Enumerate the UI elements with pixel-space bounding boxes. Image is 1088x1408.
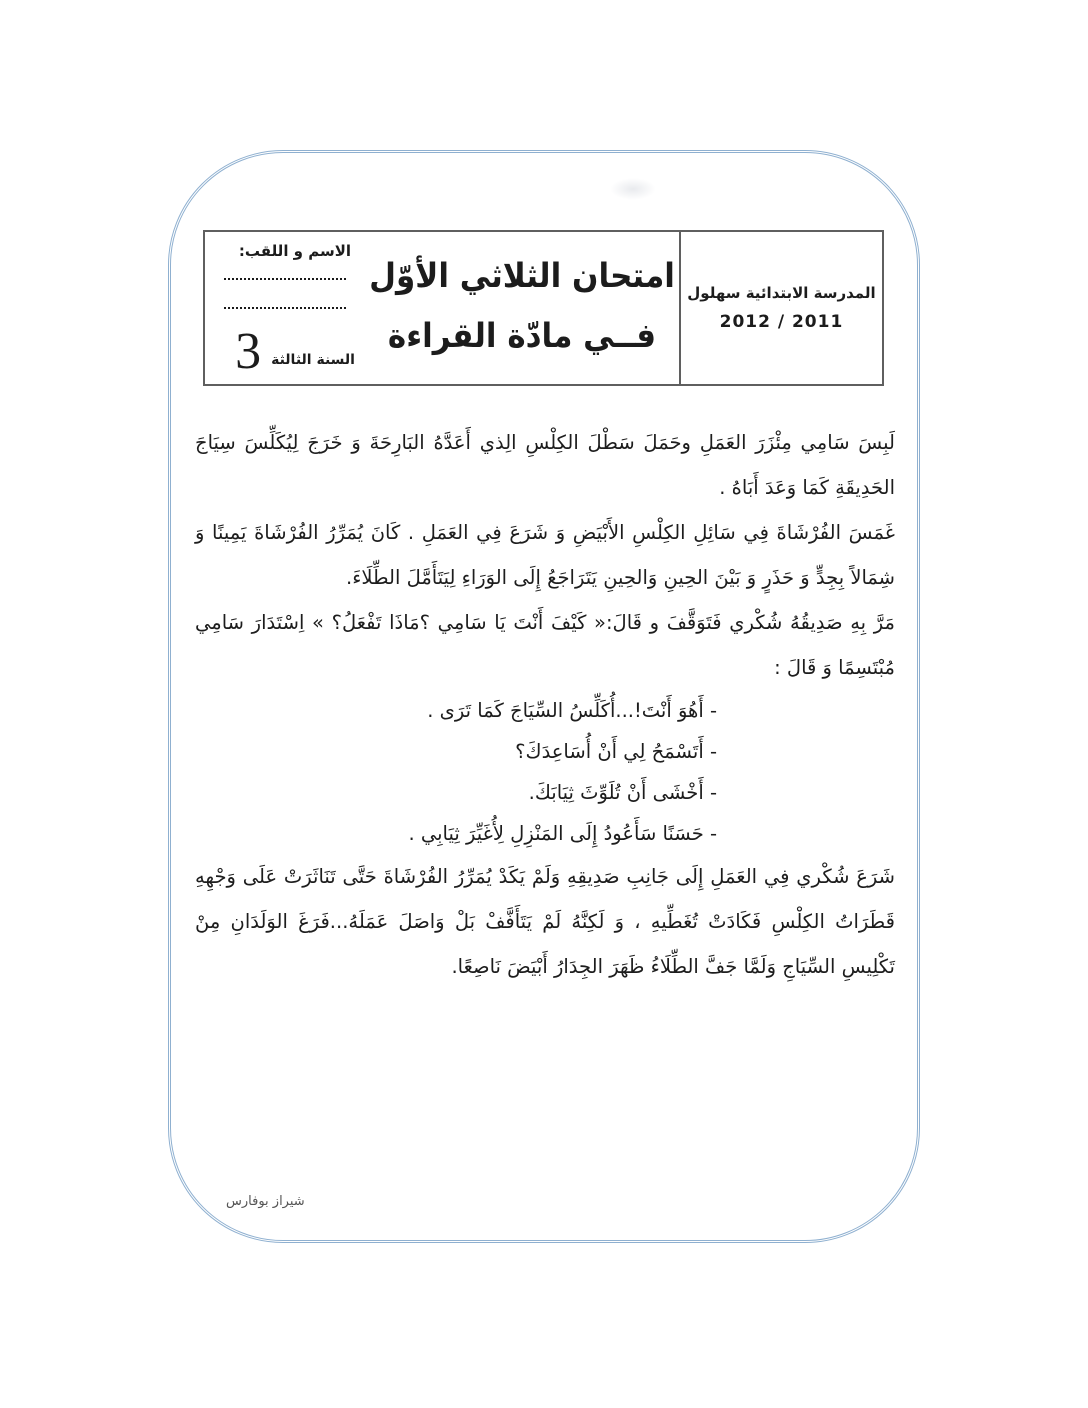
grade-row (229, 322, 361, 380)
student-info-cell (205, 232, 365, 384)
school-years: 2012 / 2011 (719, 312, 844, 332)
exam-title-line2: فــي مادّة القراءة (387, 316, 657, 356)
passage-paragraph-1: لَبِسَ سَامِي مِئْزَرَ العَمَلِ وحَمَلَ سَطْلَ الكِلْسِ الِذي أَعَدَّهُ البَارِحَةَ وَ خَرَجَ لِيُكَلِّسَ سِيَاجَ الحَدِيقَةِ كَمَا وَعَدَ أَبَاهُ . (195, 431, 895, 499)
student-name-line-2 (224, 307, 347, 309)
passage-paragraph-3: مَرَّ بِهِ صَدِيقُهُ شُكْري فَتَوَقَّفَ و قَالَ:« كَيْفَ أَنْتَ يَا سَامِي ؟مَاذَا تَفْعَلُ؟ » اِسْتَدَارَ سَامِي مُبْتَسِمًا وَ قَالَ : (195, 611, 895, 679)
grade-label: السنة الثالثة (271, 352, 355, 368)
dialogue-line-3: - أَخْشَى أَنْ تُلَوِّثَ ثِيَابَكَ. (528, 781, 717, 804)
author-credit: شيراز بوفارس (226, 1194, 305, 1209)
passage-paragraph-2: غَمَسَ الفُرْشَاةَ فِي سَائِلِ الكِلْسِ الأَبْيَضِ وَ شَرَعَ فِي العَمَلِ . كَانَ يُمَرِّرُ الفُرْشَاةَ يَمِينًا وَ شِمَالاً بِجِدٍّ وَ حَذَرٍ وَ بَيْنَ الحِينِ وَالحِينِ يَتَرَاجَعُ إِلَى الوَرَاءِ لِيَتَأَمَّلَ الطِّلَاءَ. (195, 521, 895, 589)
exam-title-line1: امتحان الثلاثي الأوّل (369, 256, 675, 296)
passage-paragraph-4: شَرَعَ شُكْري فِي العَمَلِ إِلَى جَانِبِ صَدِيقِهِ وَلَمْ يَكَدْ يُمَرِّرُ الفُرْشَاةَ حَتَّى تَنَاثَرَتْ عَلَى وَجْهِهِ قَطَرَاتُ الكِلْسِ فَكَادَتْ تُغَطِّيهِ ، وَ لَكِنَّهُ لَمْ يَتَأَفَّفْ بَلْ وَاصَلَ عَمَلَهُ...فَرَغَ الوَلَدَانِ مِنْ تَكْلِيسِ السِّيَاجِ وَلَمَّا جَفَّ الطِّلَاءُ ظَهَرَ الجِدَارُ أَبْيَضَ نَاصِعًا. (195, 865, 895, 978)
student-name-line-1 (224, 278, 347, 280)
header-table (203, 230, 884, 386)
dialogue-list (195, 690, 895, 854)
grade-number: 3 (235, 322, 262, 380)
dialogue-line-1: - أَهُوَ أَنْتَ!...أُكَلِّسُ السِّيَاجَ كَمَا تَرَى . (427, 699, 717, 722)
exam-title-cell (365, 232, 679, 384)
school-name: المدرسة الابتدائية سهلول (687, 284, 876, 302)
dialogue-line-2: - أَتَسْمَحُ لِي أَنْ أُسَاعِدَكَ؟ (515, 740, 717, 763)
dialogue-line-4: - حَسَنًا سَأَعُودُ إِلَى المَنْزِلِ لِأُغَيِّرَ ثِيَابِي . (408, 822, 717, 845)
reading-passage (195, 420, 895, 989)
student-name-label: الاسم و اللقب: (238, 242, 352, 260)
school-cell (679, 232, 882, 384)
